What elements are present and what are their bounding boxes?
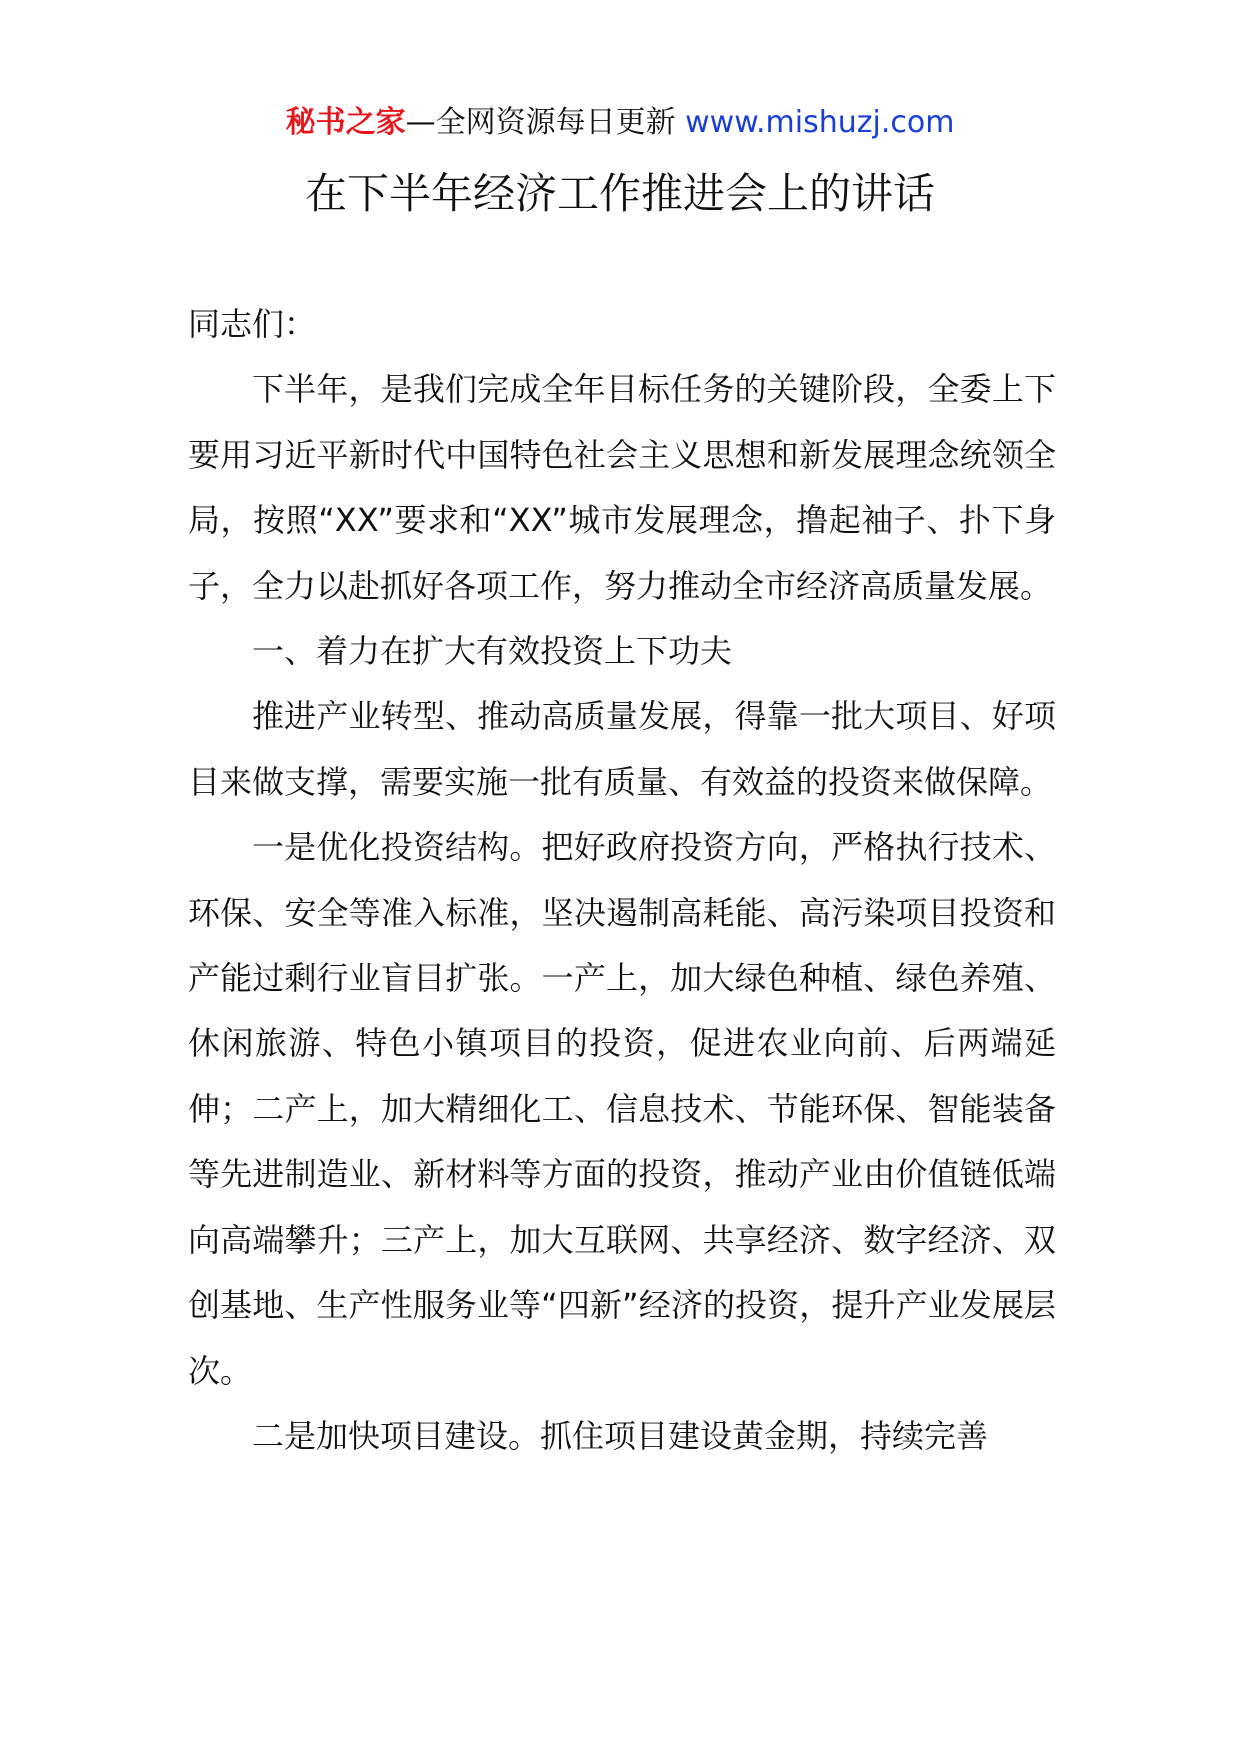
salutation: 同志们： <box>188 305 317 343</box>
header-tagline: —全网资源每日更新 <box>405 105 686 140</box>
section-heading-1: 一、着力在扩大有效投资上下功夫 <box>252 632 733 671</box>
site-url: www.mishuzj.com <box>685 105 955 140</box>
paragraph-intro: 下半年，是我们完成全年目标任务的关键阶段，全委上下要用习近平新时代中国特色社会主义思想和新发展理念统领全局，按照“XX”要求和“XX”城市发展理念，撸起袖子、扑下身子，全力以赴抓好各项工作，努力推动全市经济高质量发展。 <box>188 370 1056 605</box>
paragraph-accelerate-projects: 二是加快项目建设。抓住项目建设黄金期，持续完善 <box>252 1416 989 1455</box>
paragraph-optimize-investment: 一是优化投资结构。把好政府投资方向，严格执行技术、环保、安全等准入标准，坚决遏制高耗能、高污染项目投资和产能过剩行业盲目扩张。一产上，加大绿色种植、绿色养殖、休闲旅游、特色小镇项目的投资，促进农业向前、后两端延伸；二产上，加大精细化工、信息技术、节能环保、智能装备等先进制造业、新材料等方面的投资，推动产业由价值链低端向高端攀升；三产上，加大互联网、共享经济、数字经济、双创基地、生产性服务业等“四新”经济的投资，提升产业发展层次。 <box>188 828 1056 1390</box>
paragraph-section-1-intro: 推进产业转型、推动高质量发展，得靠一批大项目、好项目来做支撑，需要实施一批有质量、有效益的投资来做保障。 <box>188 697 1056 801</box>
brand-name: 秘书之家 <box>285 105 406 140</box>
site-header <box>0 100 1240 146</box>
document-title: 在下半年经济工作推进会上的讲话 <box>304 169 935 218</box>
document-body <box>188 292 1056 1469</box>
